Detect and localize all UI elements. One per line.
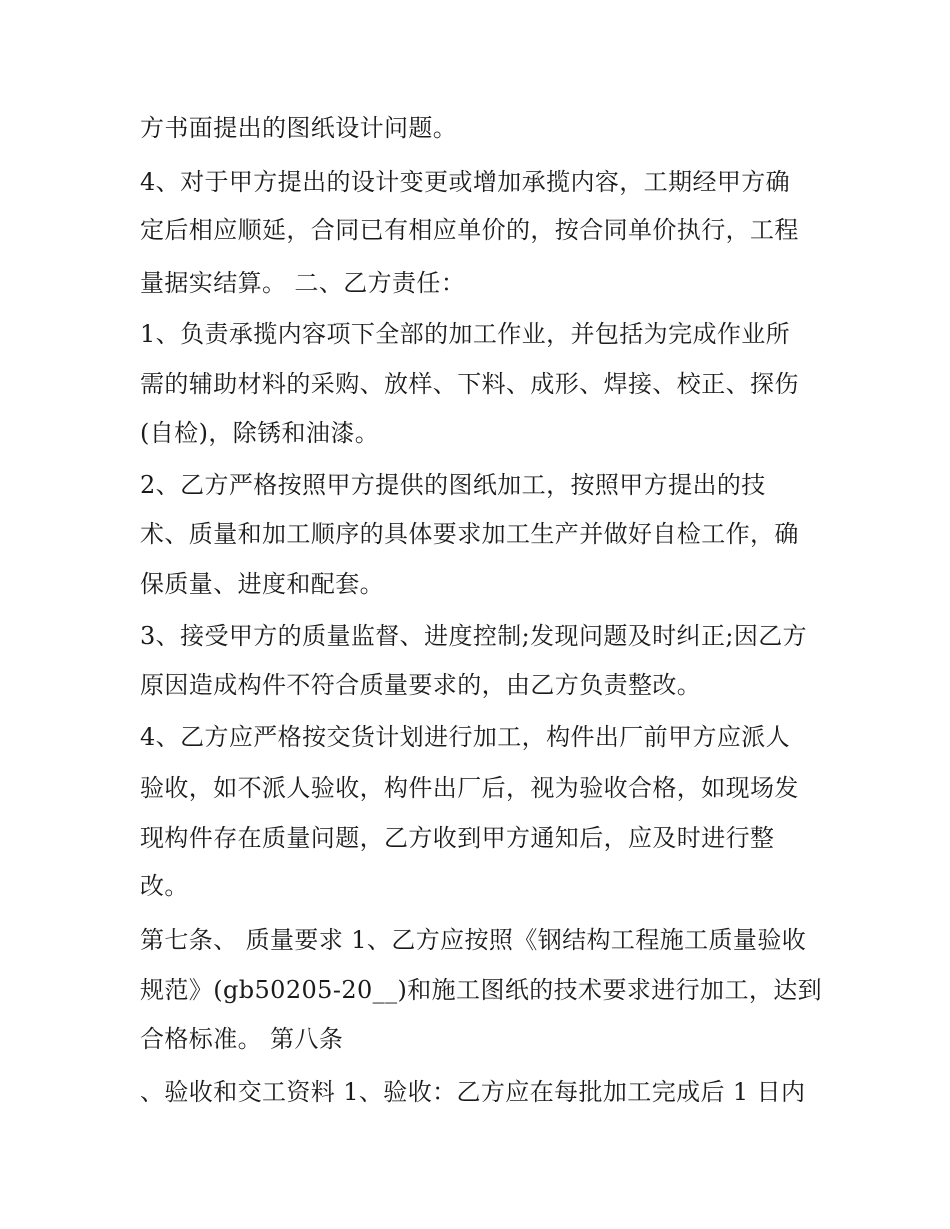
text-line: 1、负责承揽内容项下全部的加工作业，并包括为完成作业所	[140, 320, 791, 348]
text-line: 改。	[140, 872, 189, 900]
text-line: 原因造成构件不符合质量要求的，由乙方负责整改。	[140, 671, 702, 699]
text-line: (自检)，除锈和油漆。	[140, 419, 380, 447]
text-line: 验收，如不派人验收，构件出厂后，视为验收合格，如现场发	[140, 774, 799, 802]
text-line: 合格标准。 第八条	[140, 1025, 344, 1053]
text-line: 4、乙方应严格按交货计划进行加工，构件出厂前甲方应派人	[140, 723, 791, 751]
text-line: 第七条、 质量要求 1、乙方应按照《钢结构工程施工质量验收	[140, 926, 807, 954]
text-line: 规范》(gb50205-20__)和施工图纸的技术要求进行加工，达到	[140, 976, 823, 1004]
text-line: 定后相应顺延，合同已有相应单价的，按合同单价执行，工程	[140, 216, 799, 244]
text-line: 保质量、进度和配套。	[140, 570, 384, 598]
text-line: 量据实结算。 二、乙方责任：	[140, 269, 466, 297]
text-line: 、验收和交工资料 1、验收：乙方应在每批加工完成后 1 日内	[140, 1078, 806, 1106]
text-line: 3、接受甲方的质量监督、进度控制;发现问题及时纠正;因乙方	[140, 622, 808, 650]
text-line: 现构件存在质量问题，乙方收到甲方通知后，应及时进行整	[140, 824, 775, 852]
text-line: 需的辅助材料的采购、放样、下料、成形、焊接、校正、探伤	[140, 370, 799, 398]
text-line: 方书面提出的图纸设计问题。	[140, 114, 458, 142]
text-line: 2、乙方严格按照甲方提供的图纸加工，按照甲方提出的技	[140, 471, 766, 499]
text-line: 术、质量和加工顺序的具体要求加工生产并做好自检工作，确	[140, 520, 799, 548]
text-line: 4、对于甲方提出的设计变更或增加承揽内容，工期经甲方确	[140, 168, 791, 196]
